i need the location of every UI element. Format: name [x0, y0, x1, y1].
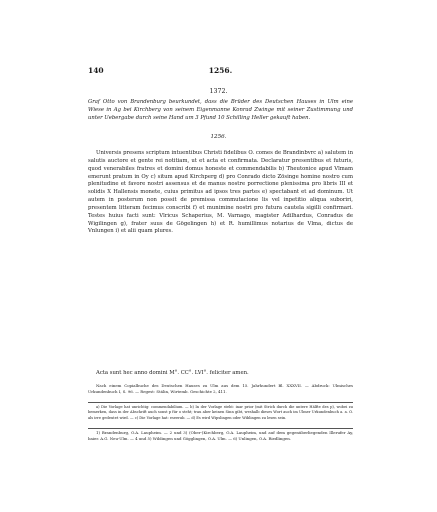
document-year: 1256. — [210, 134, 227, 140]
footnotes: a) Die Vorlage hat unrichtig: commendabilium. — b) In der Vorlage steht: inar prior (mit Strich durch die untere Hälfte des p), wobei zu bemerken, dass in der Abschrift auch sonst p für o steht; trau aber keinen Sinn gibt, weshalb dieses Wort auch im Ulmer Urkundenbuch a. a. O. als irre gedeutet wird. — c) Die Vorlage hat: eseerub. — d) Es wird Wipslingen oder Wiblingen zu lesen sein. — [88, 405, 353, 420]
document-closing: Acta sunt hec anno domini M°. CC°. LVI°. feliciter amen. — [96, 370, 249, 376]
document-number: 1372. — [209, 88, 228, 95]
location-notes: 1) Brandenburg, O.A. Laupheim. — 2 und 3) (Ober-)Kirchberg, O.A. Laupheim, und auf dem gegenüberliegenden Illerufer Ay, baier. A.G. Neu-Ulm. — 4 und 5) Wiblingen und Gögglingen, O.A. Ulm. — 6) Unlingen, O.A. Riedlingen. — [88, 430, 353, 441]
footnote-divider — [88, 402, 353, 403]
location-divider — [88, 428, 353, 429]
document-body: Universis presens scriptum intuentibus Christi fidelibus O. comes de Brandinbvrc a) salutem in salutis auctore et gente rei notitiam, ut et acta et confirmata. Declaratur presentibus et futuris, quod venerabiles fratres et domini domus honeste et commendabilis b) Theutonice apud Vlmam emerunt pratum in Oy c) situm apud Kirchperg d) pro Conrado dicto Zösinge homine nostro cum plenitudine et favore nostri assensus et de manus nostre porrectione plenissima pro libris III et solidis X Hallensis monete, cuius primitus ad ipsos tres partes e) spectabant et ad dominum. Ut autem in posterum non possit de premissa commutacione lis vel inpetitio aliqua suboriri, presentem litteram fecimus conscribi f) et munimine nostri pro futura cautela sigilli confirmari. Testes huius facti sunt: Vlricus Schaperius, M. Varnago, magister Adilhardus, Conradus de Wigilingen g), frater suus de Gögelingen h) et R. humillimus notarius de Vlma, dictus de Vnlungen i) et alii quam plures. — [88, 150, 353, 235]
page-header — [88, 66, 353, 76]
document-regest: Graf Otto von Brandenburg beurkundet, dass die Brüder des Deutschen Hauses in Ulm eine Wiese in Ag bei Kirchberg von seinem Eigenmanne Konrad Zwinge mit seiner Zustimmung und unter Uebergabe durch seine Hand um 3 Pfund 10 Schilling Heller gekauft haben. — [88, 99, 353, 121]
page-number: 140 — [88, 66, 104, 75]
source-note: Nach einem Copialbuche des Deutschen Hauses zu Ulm aus dem 15. Jahrhundert Bl. XXXVII. — Abdruck: Ulmisches Urkundenbuch I, S. 96. — Regest: Stälin, Wirtemb. Geschichte 2, 411. — [88, 383, 353, 394]
header-year: 1256. — [208, 66, 233, 75]
